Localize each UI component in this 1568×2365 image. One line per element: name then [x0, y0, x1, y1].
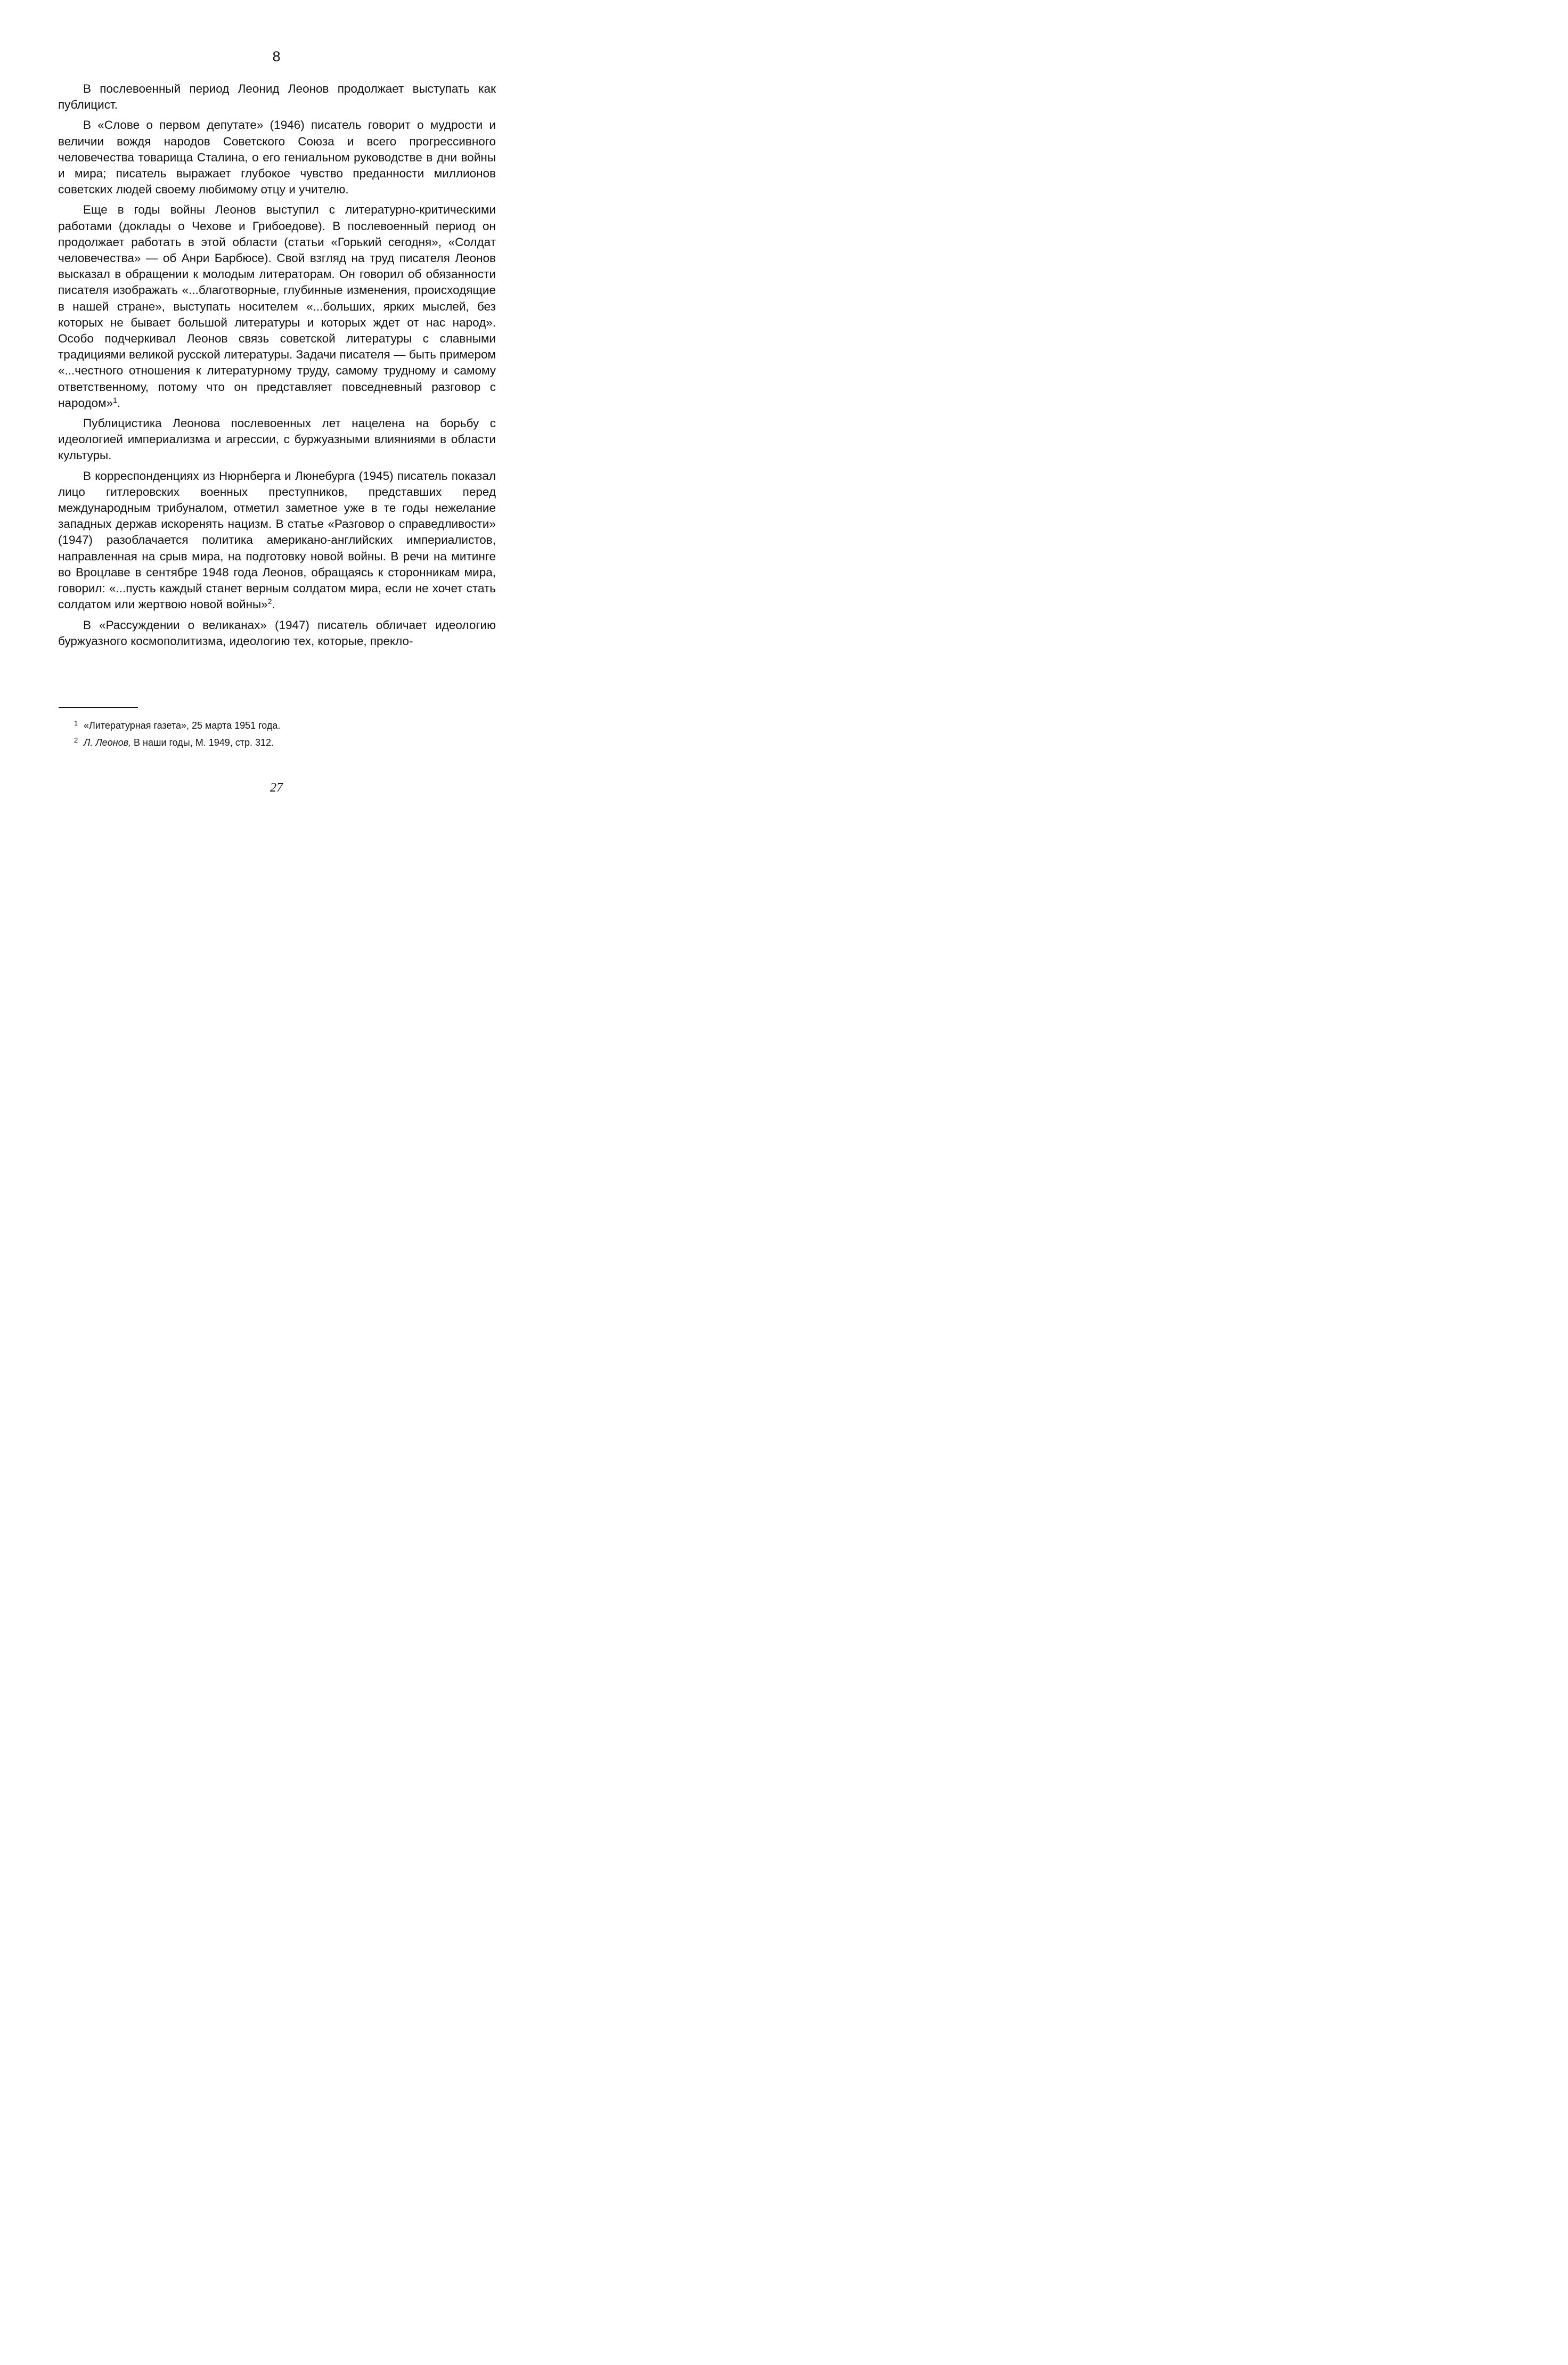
main-text — [58, 81, 496, 654]
footnote-author: Л. Леонов, — [84, 737, 132, 748]
footnote-text: В наши годы, М. 1949, стр. 312. — [131, 737, 274, 748]
paragraph-text: В «Слове о первом депутате» (1946) писатель говорит о мудрости и величии вождя народов Советского Союза и всего прогрессивного человечества товарища Сталина, о его гениальном руководстве в дни войны и мира; писатель выражает глубокое чувство преданности миллионов советских людей своему любимому отцу и учителю. — [58, 118, 496, 197]
paragraph-text: Публицистика Леонова послевоенных лет нацелена на борьбу с идеологией империализма и агрессии, с буржуазными влияниями в области культуры. — [58, 417, 496, 462]
paragraph — [58, 81, 496, 113]
signature-number: 27 — [270, 781, 283, 795]
paragraph-text: Еще в годы войны Леонов выступил с литературно-критическими работами (доклады о Чехове и Грибоедове). В послевоенный период он продолжает работать в этой области (статьи «Горький сегодня», «Солдат человечества» — об Анри Барбюсе). Свой взгляд на труд писателя Леонов высказал в обращении к молодым литераторам. Он говорил об обязанности писателя изображать «...благотворные, глубинные изменения, происходящие в нашей стране», выступать носителем «...больших, ярких мыслей, без которых не бывает большой литературы и которых ждет от нас народ». Особо подчеркивал Леонов связь советской литературы с славными традициями великой русской литературы. Задачи писателя — быть примером «...честного отношения к литературному труду, самому трудному и самому ответственному, потому что он представляет повседневный разговор с народом» — [58, 203, 496, 410]
footnote-reference: 1 — [113, 395, 117, 404]
paragraph — [58, 415, 496, 464]
footnote-divider — [59, 707, 138, 708]
footnote: 2 Л. Леонов, В наши годы, М. 1949, стр. 312. — [74, 736, 274, 748]
page-number: 8 — [272, 48, 281, 64]
paragraph-text: В корреспонденциях из Нюрнберга и Люнебурга (1945) писатель показал лицо гитлеровских военных преступников, представших перед международным трибуналом, отметил заметное уже в те годы нежелание западных держав искоренять нацизм. В статье «Разговор о справедливости» (1947) разоблачается политика американо-английских империалистов, направленная на срыв мира, на подготовку новой войны. В речи на митинге во Вроцлаве в сентябре 1948 года Леонов, обращаясь к сторонникам мира, говорил: «...пусть каждый станет верным солдатом мира, если не хочет стать солдатом или жертвою новой войны» — [58, 469, 496, 611]
footnotes — [74, 717, 500, 751]
paragraph: В корреспонденциях из Нюрнберга и Люнебурга (1945) писатель показал лицо гитлеровских военных преступников, представших перед международным трибуналом, отметил заметное уже в те годы нежелание западных держав искоренять нацизм. В статье «Разговор о справедливости» (1947) разоблачается политика американо-английских империалистов, направленная на срыв мира, на подготовку новой войны. В речи на митинге во Вроцлаве в сентябре 1948 года Леонов, обращаясь к сторонникам мира, говорил: «...пусть каждый станет верным солдатом мира, если не хочет стать солдатом или жертвою новой войны»$^2$. — [58, 469, 496, 611]
paragraph-text: В послевоенный период Леонид Леонов продолжает выступать как публицист. — [58, 82, 496, 112]
paragraph — [58, 617, 496, 649]
paragraph — [58, 117, 496, 198]
paragraph: Еще в годы войны Леонов выступил с литературно-критическими работами (доклады о Чехове и Грибоедове). В послевоенный период он продолжает работать в этой области (статьи «Горький сегодня», «Солдат человечества» — об Анри Барбюсе). Свой взгляд на труд писателя Леонов высказал в обращении к молодым литераторам. Он говорил об обязанности писателя изображать «...благотворные, глубинные изменения, происходящие в нашей стране», выступать носителем «...больших, ярких мыслей, без которых не бывает большой литературы и которых ждет от нас народ». Особо подчеркивал Леонов связь советской литературы с славными традициями великой русской литературы. Задачи писателя — быть примером «...честного отношения к литературному труду, самому трудному и самому ответственному, потому что он представляет повседневный разговор с народом»$^1$. — [58, 203, 496, 410]
footnote: 1 «Литературная газета», 25 марта 1951 года. — [74, 719, 281, 731]
footnote-reference: 2 — [267, 597, 272, 606]
paragraph-text: В «Рассуждении о великанах» (1947) писатель обличает идеологию буржуазного космополитизма, идеологию тех, которые, прекло- — [58, 618, 496, 648]
footnote-text: «Литературная газета», 25 марта 1951 года. — [84, 720, 281, 731]
